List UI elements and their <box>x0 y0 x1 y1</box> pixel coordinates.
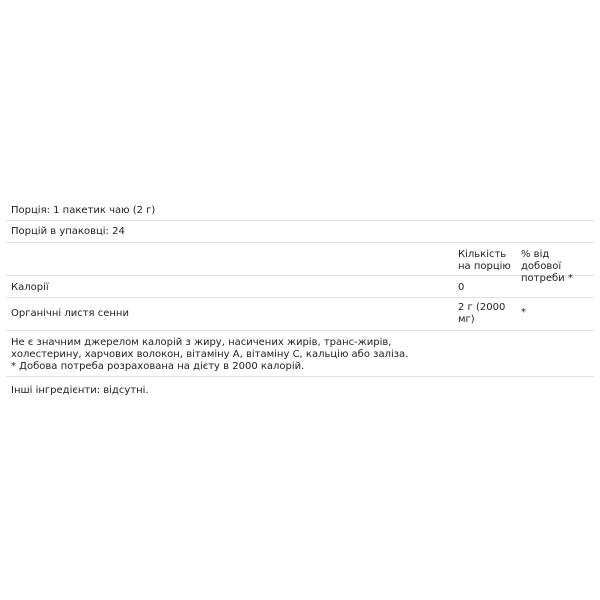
notes-row <box>6 331 594 377</box>
nutrient-name: Органічні листя сенни <box>11 308 129 319</box>
amount-per-serving-header: Кількість на порцію <box>458 249 511 272</box>
nutrient-daily-value: * <box>521 307 526 318</box>
servings-per-container-row <box>6 221 594 243</box>
other-ingredients: Інші інгредієнти: відсутні. <box>11 385 149 396</box>
nutrient-amount: 2 г (2000 мг) <box>458 302 506 325</box>
servings-per-container: Порцій в упаковці: 24 <box>11 226 125 237</box>
not-significant-note: Не є значним джерелом калорій з жиру, насичених жирів, транс-жирів, холестерину, харчових волокон, вітаміну A, вітаміну C, кальцію або заліза. <box>11 337 409 360</box>
table-header-row <box>6 243 594 284</box>
notes <box>11 337 431 373</box>
daily-value-footnote: * Добова потреба розрахована на дієту в 2000 калорій. <box>11 361 305 372</box>
nutrient-name: Калорії <box>11 282 49 293</box>
supplement-facts-table <box>6 199 594 396</box>
table-row <box>6 276 594 298</box>
table-row <box>6 298 594 331</box>
serving-size-row <box>6 199 594 221</box>
serving-size: Порція: 1 пакетик чаю (2 г) <box>11 205 156 216</box>
daily-value-header: % від добової потреби * <box>521 249 573 284</box>
nutrient-amount: 0 <box>458 282 465 293</box>
